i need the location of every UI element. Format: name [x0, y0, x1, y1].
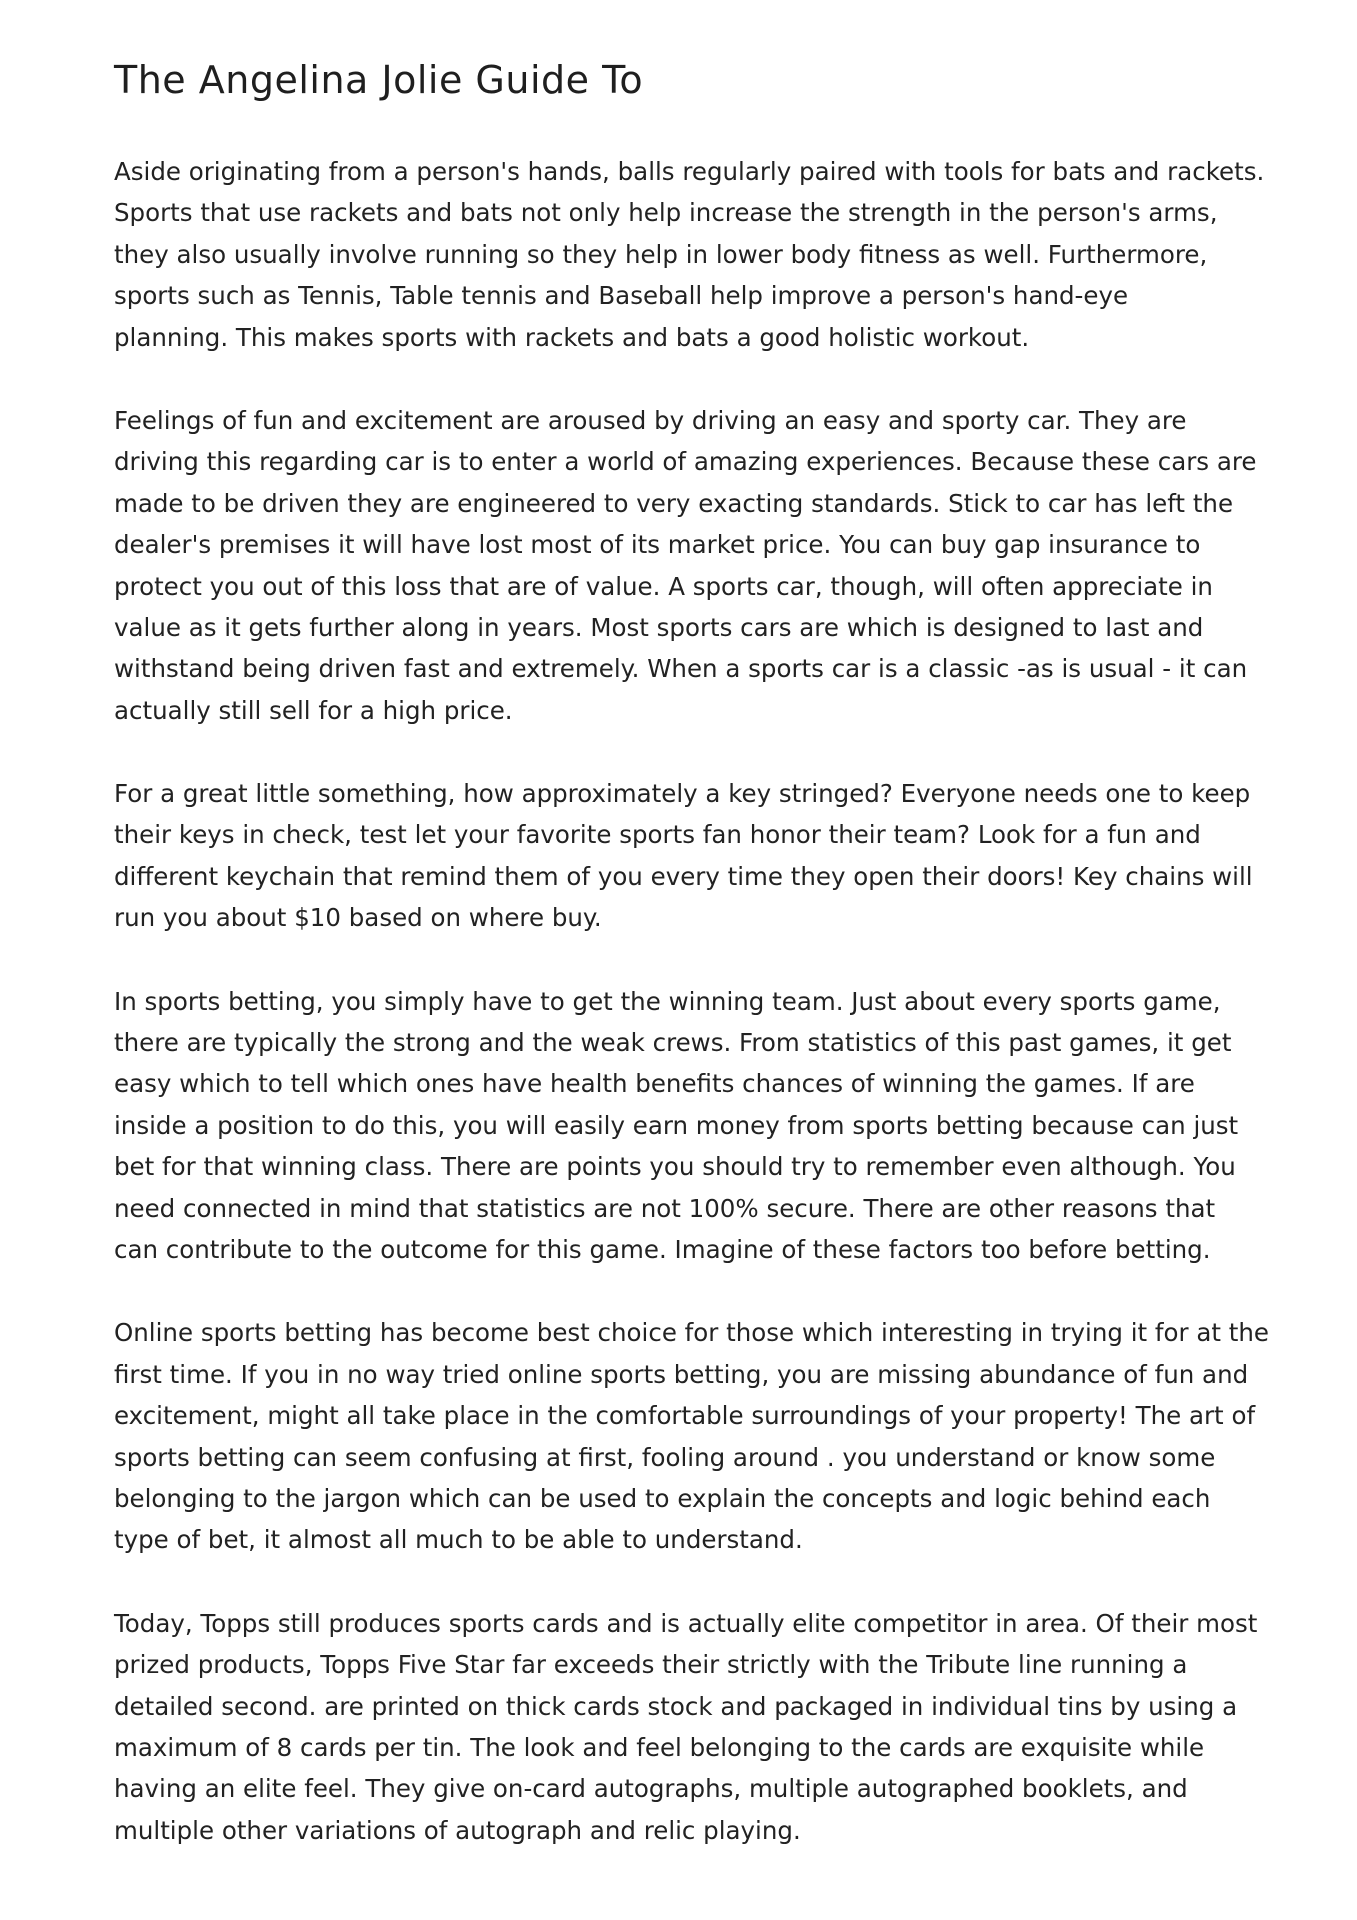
text-line: need connected in mind that statistics are not 100% secure. There are other reasons that [114, 1193, 1216, 1223]
text-line: value as it gets further along in years. Most sports cars are which is designed to last and [114, 612, 1204, 642]
paragraph [114, 400, 1274, 731]
text-line: belonging to the jargon which can be used to explain the concepts and logic behind each [114, 1483, 1211, 1513]
text-line: dealer's premises it will have lost most of its market price. You can buy gap insurance to [114, 530, 1201, 560]
text-line: Online sports betting has become best choice for those which interesting in trying it for at the [114, 1318, 1269, 1348]
text-line: In sports betting, you simply have to get the winning team. Just about every sports game, [114, 986, 1221, 1016]
text-line: run you about $10 based on where buy. [114, 903, 602, 933]
text-line: Aside originating from a person's hands, balls regularly paired with tools for bats and rackets. [114, 157, 1265, 186]
text-line: sports such as Tennis, Table tennis and Baseball help improve a person's hand-eye [114, 281, 1129, 311]
text-line: maximum of 8 cards per tin. The look and feel belonging to the cards are exquisite while [114, 1732, 1205, 1762]
text-line: multiple other variations of autograph and relic playing. [114, 1815, 801, 1845]
text-line: can contribute to the outcome for this game. Imagine of these factors too before betting. [114, 1234, 1211, 1264]
text-line: sports betting can seem confusing at first, fooling around . you understand or know some [114, 1442, 1216, 1472]
text-line: they also usually involve running so they help in lower body fitness as well. Furthermore, [114, 239, 1208, 269]
text-line: driving this regarding car is to enter a world of amazing experiences. Because these cars are [114, 447, 1257, 477]
paragraph [114, 151, 1274, 358]
paragraph [114, 1603, 1274, 1851]
text-line: Feelings of fun and excitement are aroused by driving an easy and sporty car. They are [114, 405, 1187, 435]
text-line: having an elite feel. They give on-card autographs, multiple autographed booklets, and [114, 1774, 1188, 1804]
text-line: excitement, might all take place in the comfortable surroundings of your property! The art of [114, 1401, 1256, 1431]
text-line: Today, Topps still produces sports cards and is actually elite competitor in area. Of their most [114, 1608, 1258, 1638]
text-line: Sports that use rackets and bats not only help increase the strength in the person's arms, [114, 198, 1218, 228]
text-line: inside a position to do this, you will easily earn money from sports betting because can just [114, 1110, 1239, 1140]
text-line: protect you out of this loss that are of value. A sports car, though, will often appreciate in [114, 571, 1213, 601]
text-line: type of bet, it almost all much to be able to understand. [114, 1525, 803, 1555]
text-line: withstand being driven fast and extremely. When a sports car is a classic -as is usual - it can [114, 654, 1248, 684]
paragraph [114, 981, 1274, 1271]
text-line: their keys in check, test let your favorite sports fan honor their team? Look for a fun and [114, 820, 1201, 850]
text-line: bet for that winning class. There are points you should try to remember even although. You [114, 1152, 1236, 1182]
paragraph [114, 773, 1274, 939]
text-line: actually still sell for a high price. [114, 695, 513, 725]
article-body [114, 151, 1274, 1893]
text-line: detailed second. are printed on thick cards stock and packaged in individual tins by using a [114, 1691, 1238, 1721]
page-title: The Angelina Jolie Guide To [114, 58, 644, 102]
text-line: easy which to tell which ones have health benefits chances of winning the games. If are [114, 1069, 1195, 1099]
text-line: planning. This makes sports with rackets and bats a good holistic workout. [114, 322, 1030, 352]
text-line: For a great little something, how approximately a key stringed? Everyone needs one to keep [114, 779, 1251, 809]
text-line: different keychain that remind them of you every time they open their doors! Key chains will [114, 861, 1253, 891]
text-line: there are typically the strong and the weak crews. From statistics of this past games, it get [114, 1028, 1232, 1058]
text-line: made to be driven they are engineered to very exacting standards. Stick to car has left the [114, 488, 1234, 518]
text-line: first time. If you in no way tried online sports betting, you are missing abundance of fun and [114, 1359, 1249, 1389]
paragraph [114, 1312, 1274, 1560]
text-line: prized products, Topps Five Star far exceeds their strictly with the Tribute line running a [114, 1650, 1188, 1680]
